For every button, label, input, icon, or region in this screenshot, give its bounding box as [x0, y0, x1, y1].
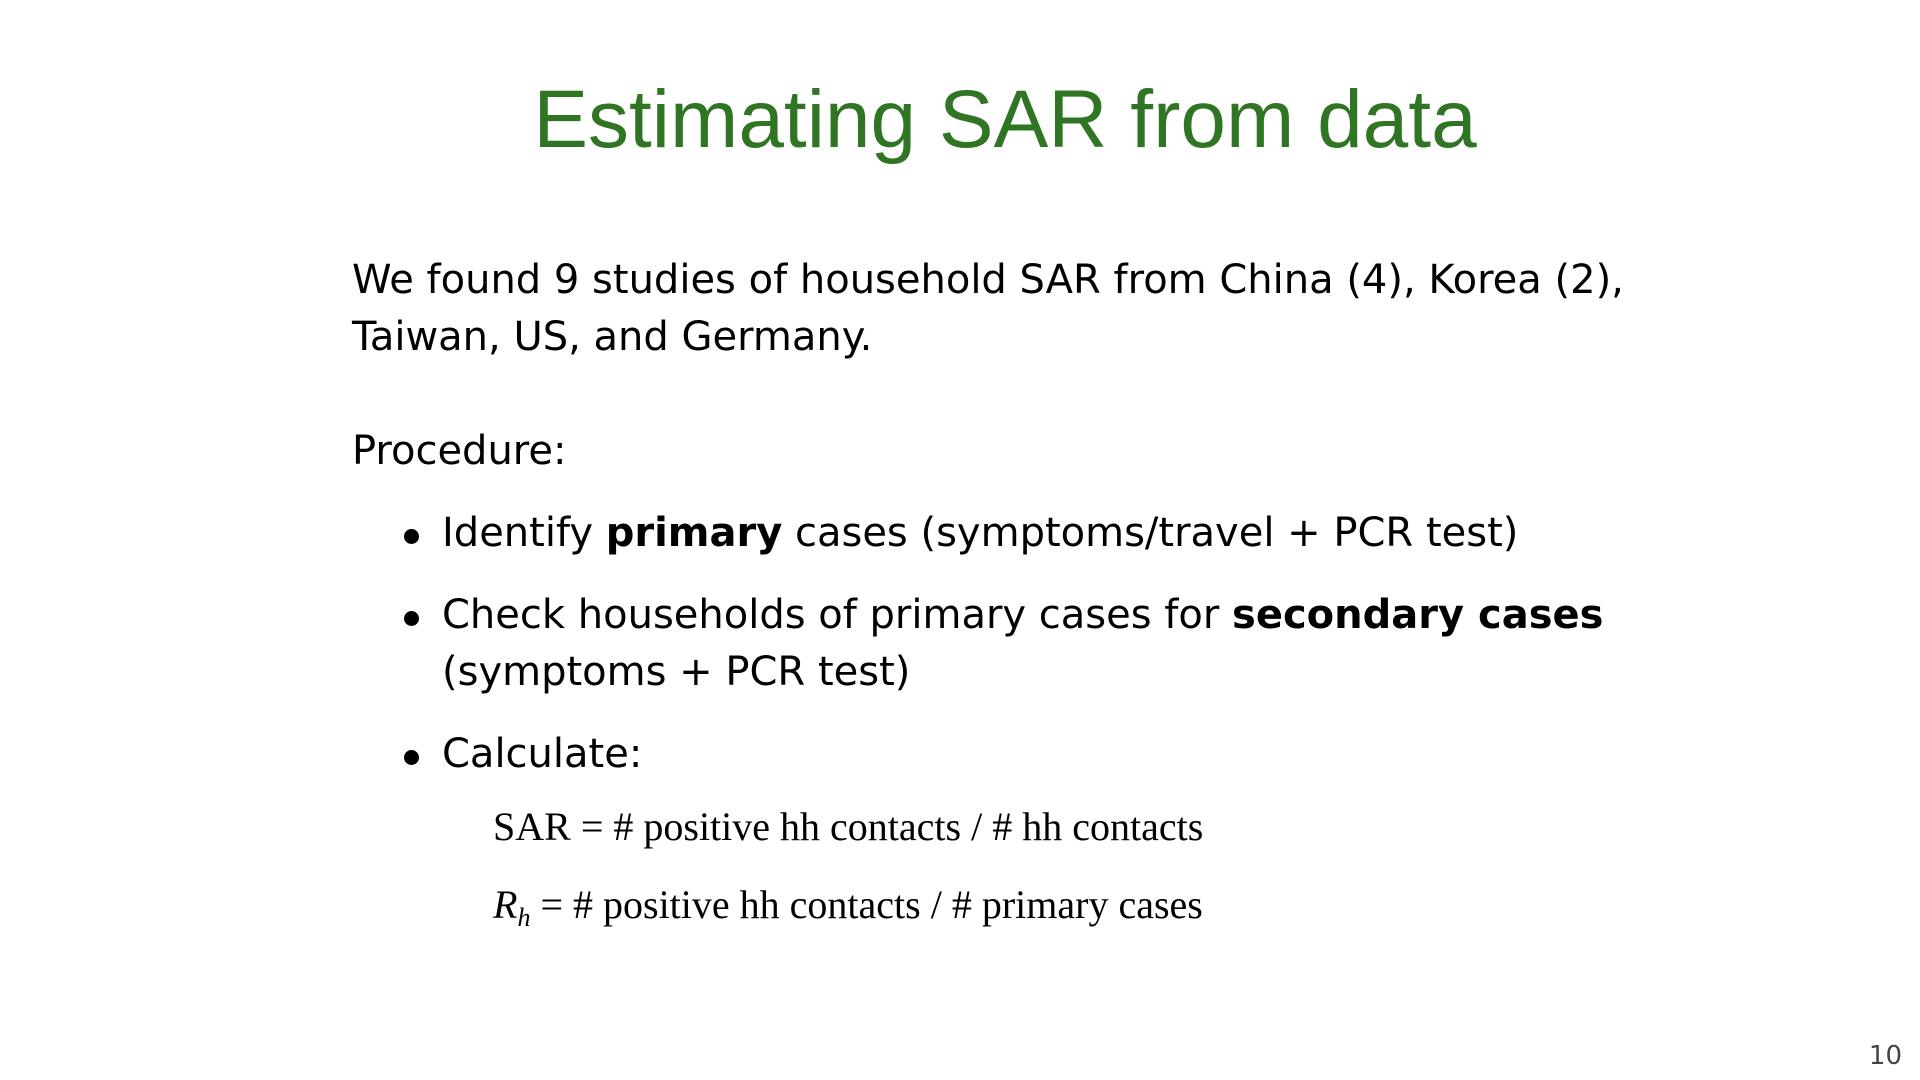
rh-subscript: h [517, 903, 531, 932]
bullet-text: cases (symptoms/travel + PCR test) [782, 510, 1519, 556]
sar-formula: SAR = # positive hh contacts / # hh contacts [493, 804, 1204, 849]
page-number: 10 [1868, 1041, 1902, 1071]
intro-line-2: Taiwan, US, and Germany. [352, 314, 873, 360]
rh-symbol: R [493, 882, 518, 927]
list-item [352, 587, 1652, 701]
bullet-dot-icon [404, 750, 419, 765]
list-item [352, 726, 1652, 783]
bullet-dot-icon [404, 529, 419, 544]
intro-paragraph [352, 252, 1652, 366]
rh-formula [493, 881, 1203, 942]
bullet-text: Identify [442, 510, 606, 556]
procedure-list [352, 505, 1652, 808]
bullet-bold-text: primary [605, 510, 783, 556]
intro-line-1: We found 9 studies of household SAR from China (4), Korea (2), [352, 257, 1624, 303]
procedure-label: Procedure: [352, 428, 567, 474]
bullet-text: (symptoms + PCR test) [442, 649, 911, 695]
rh-formula-text: = # positive hh contacts / # primary cases [530, 882, 1203, 927]
bullet-dot-icon [404, 611, 419, 626]
bullet-text: Calculate: [442, 731, 643, 777]
bullet-text: Check households of primary cases for [442, 592, 1233, 638]
slide-title: Estimating SAR from data [533, 74, 1477, 165]
bullet-bold-text: secondary cases [1232, 592, 1604, 638]
formulas [493, 803, 1203, 972]
list-item [352, 505, 1652, 562]
